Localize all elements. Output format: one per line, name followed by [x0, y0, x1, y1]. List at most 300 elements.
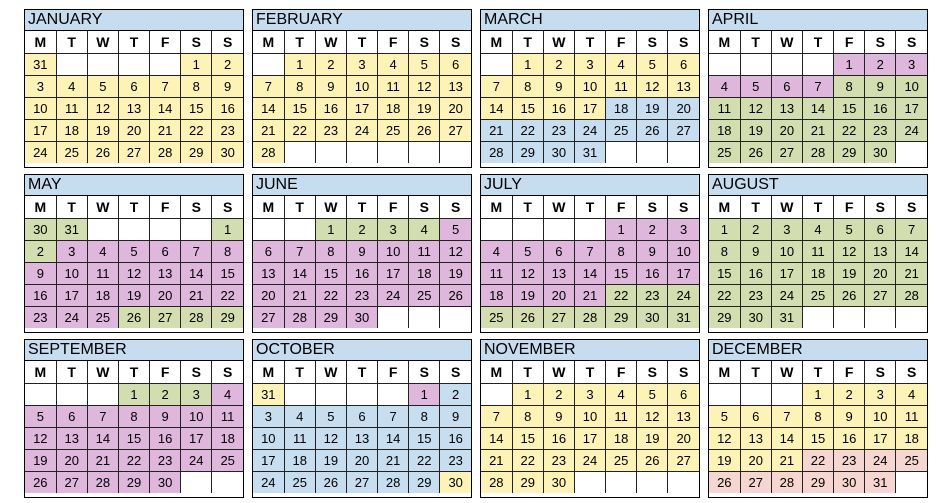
- day-cell: 20: [668, 98, 699, 120]
- day-cell: 25: [606, 120, 637, 142]
- day-cell: 18: [56, 120, 87, 142]
- day-cell: 13: [668, 406, 699, 428]
- empty-cell: [25, 384, 56, 406]
- day-cell: 16: [440, 428, 471, 450]
- month-grid: [709, 31, 927, 163]
- day-cell: 5: [315, 406, 346, 428]
- weekday-label: S: [865, 31, 896, 54]
- month-title: JUNE: [253, 175, 471, 196]
- day-cell: 31: [56, 219, 87, 241]
- week-row: [25, 241, 243, 263]
- day-cell: 17: [25, 120, 56, 142]
- month-title: FEBRUARY: [253, 10, 471, 31]
- day-cell: 20: [440, 98, 471, 120]
- day-cell: 23: [740, 285, 771, 307]
- empty-cell: [253, 54, 284, 76]
- week-row: [709, 450, 927, 472]
- day-cell: 15: [409, 428, 440, 450]
- day-cell: 25: [56, 142, 87, 164]
- day-cell: 3: [771, 219, 802, 241]
- day-cell: 6: [543, 241, 574, 263]
- day-cell: 9: [440, 406, 471, 428]
- empty-cell: [606, 142, 637, 164]
- weekday-label: S: [409, 31, 440, 54]
- day-cell: 4: [709, 76, 740, 98]
- day-cell: 21: [87, 450, 118, 472]
- week-row: [253, 98, 471, 120]
- weekday-label: S: [181, 361, 212, 384]
- empty-cell: [284, 142, 315, 164]
- empty-cell: [378, 142, 409, 164]
- day-cell: 17: [574, 428, 605, 450]
- month-title: APRIL: [709, 10, 927, 31]
- day-cell: 14: [253, 98, 284, 120]
- day-cell: 21: [284, 285, 315, 307]
- weekday-label: F: [150, 361, 181, 384]
- month-title: MARCH: [481, 10, 699, 31]
- day-cell: 13: [150, 263, 181, 285]
- day-cell: 7: [253, 76, 284, 98]
- weekday-label: S: [896, 361, 927, 384]
- day-cell: 26: [709, 472, 740, 494]
- day-cell: 19: [315, 450, 346, 472]
- day-cell: 12: [87, 98, 118, 120]
- empty-cell: [409, 307, 440, 329]
- day-cell: 26: [740, 142, 771, 164]
- weekday-label: S: [896, 31, 927, 54]
- day-cell: 13: [56, 428, 87, 450]
- weekday-label: F: [606, 196, 637, 219]
- week-row: [25, 450, 243, 472]
- day-cell: 28: [896, 285, 927, 307]
- day-cell: 8: [606, 241, 637, 263]
- day-cell: 23: [212, 120, 243, 142]
- day-cell: 13: [740, 428, 771, 450]
- day-cell: 6: [346, 406, 377, 428]
- day-cell: 17: [56, 285, 87, 307]
- weekday-label: W: [315, 31, 346, 54]
- day-cell: 15: [512, 98, 543, 120]
- day-cell: 26: [315, 472, 346, 494]
- day-cell: 15: [802, 428, 833, 450]
- day-cell: 18: [481, 285, 512, 307]
- weekday-header-row: [481, 361, 699, 384]
- month-december: [708, 339, 928, 498]
- empty-cell: [802, 307, 833, 329]
- day-cell: 4: [606, 384, 637, 406]
- day-cell: 22: [709, 285, 740, 307]
- day-cell: 25: [709, 142, 740, 164]
- day-cell: 17: [865, 428, 896, 450]
- day-cell: 31: [865, 472, 896, 494]
- day-cell: 15: [709, 263, 740, 285]
- day-cell: 24: [346, 120, 377, 142]
- day-cell: 26: [637, 450, 668, 472]
- empty-cell: [118, 219, 149, 241]
- day-cell: 3: [181, 384, 212, 406]
- day-cell: 9: [740, 241, 771, 263]
- day-cell: 16: [543, 428, 574, 450]
- weekday-label: T: [284, 361, 315, 384]
- empty-cell: [150, 54, 181, 76]
- day-cell: 23: [543, 120, 574, 142]
- weekday-label: T: [574, 196, 605, 219]
- day-cell: 27: [440, 120, 471, 142]
- weekday-label: S: [181, 196, 212, 219]
- day-cell: 22: [512, 450, 543, 472]
- empty-cell: [865, 307, 896, 329]
- empty-cell: [440, 307, 471, 329]
- week-row: [25, 428, 243, 450]
- month-july: [480, 174, 700, 333]
- weekday-header-row: [25, 31, 243, 54]
- day-cell: 3: [253, 406, 284, 428]
- day-cell: 14: [896, 241, 927, 263]
- day-cell: 3: [346, 54, 377, 76]
- day-cell: 23: [834, 450, 865, 472]
- empty-cell: [543, 219, 574, 241]
- day-cell: 2: [834, 384, 865, 406]
- weekday-label: T: [802, 31, 833, 54]
- day-cell: 21: [481, 120, 512, 142]
- day-cell: 7: [574, 241, 605, 263]
- day-cell: 5: [637, 384, 668, 406]
- day-cell: 1: [409, 384, 440, 406]
- weekday-label: W: [771, 31, 802, 54]
- day-cell: 22: [606, 285, 637, 307]
- day-cell: 1: [212, 219, 243, 241]
- week-row: [25, 76, 243, 98]
- empty-cell: [740, 54, 771, 76]
- day-cell: 7: [150, 76, 181, 98]
- day-cell: 22: [834, 120, 865, 142]
- day-cell: 7: [481, 406, 512, 428]
- week-row: [253, 285, 471, 307]
- empty-cell: [896, 307, 927, 329]
- week-row: [709, 54, 927, 76]
- day-cell: 5: [740, 76, 771, 98]
- day-cell: 2: [150, 384, 181, 406]
- weekday-label: M: [709, 31, 740, 54]
- weekday-label: W: [87, 31, 118, 54]
- weekday-label: S: [181, 31, 212, 54]
- month-title: JANUARY: [25, 10, 243, 31]
- day-cell: 10: [378, 241, 409, 263]
- day-cell: 1: [315, 219, 346, 241]
- day-cell: 27: [771, 142, 802, 164]
- day-cell: 22: [512, 120, 543, 142]
- weekday-label: W: [87, 196, 118, 219]
- weekday-label: T: [574, 361, 605, 384]
- empty-cell: [56, 384, 87, 406]
- day-cell: 5: [637, 54, 668, 76]
- weekday-label: M: [709, 196, 740, 219]
- empty-cell: [315, 384, 346, 406]
- weekday-label: T: [284, 31, 315, 54]
- month-april: [708, 9, 928, 168]
- day-cell: 10: [253, 428, 284, 450]
- day-cell: 8: [181, 76, 212, 98]
- day-cell: 5: [118, 241, 149, 263]
- day-cell: 9: [543, 406, 574, 428]
- day-cell: 28: [284, 307, 315, 329]
- weekday-label: S: [409, 196, 440, 219]
- day-cell: 7: [896, 219, 927, 241]
- day-cell: 6: [56, 406, 87, 428]
- month-title: AUGUST: [709, 175, 927, 196]
- day-cell: 23: [637, 285, 668, 307]
- day-cell: 12: [709, 428, 740, 450]
- day-cell: 9: [212, 76, 243, 98]
- week-row: [25, 219, 243, 241]
- month-grid: [709, 361, 927, 493]
- weekday-label: T: [802, 361, 833, 384]
- week-row: [25, 263, 243, 285]
- empty-cell: [709, 384, 740, 406]
- day-cell: 8: [834, 76, 865, 98]
- weekday-label: S: [668, 196, 699, 219]
- weekday-label: T: [56, 31, 87, 54]
- day-cell: 5: [409, 54, 440, 76]
- day-cell: 23: [346, 285, 377, 307]
- day-cell: 13: [668, 76, 699, 98]
- day-cell: 18: [896, 428, 927, 450]
- weekday-label: F: [834, 31, 865, 54]
- day-cell: 29: [834, 142, 865, 164]
- month-october: [252, 339, 472, 498]
- day-cell: 5: [87, 76, 118, 98]
- day-cell: 2: [740, 219, 771, 241]
- day-cell: 20: [543, 285, 574, 307]
- day-cell: 2: [346, 219, 377, 241]
- day-cell: 21: [150, 120, 181, 142]
- day-cell: 14: [481, 98, 512, 120]
- day-cell: 21: [574, 285, 605, 307]
- day-cell: 29: [118, 472, 149, 494]
- day-cell: 10: [56, 263, 87, 285]
- weekday-label: W: [315, 196, 346, 219]
- day-cell: 18: [87, 285, 118, 307]
- day-cell: 26: [440, 285, 471, 307]
- empty-cell: [771, 384, 802, 406]
- week-row: [253, 241, 471, 263]
- day-cell: 19: [637, 428, 668, 450]
- week-row: [25, 384, 243, 406]
- weekday-label: M: [253, 196, 284, 219]
- day-cell: 28: [574, 307, 605, 329]
- day-cell: 21: [253, 120, 284, 142]
- day-cell: 12: [637, 406, 668, 428]
- day-cell: 17: [771, 263, 802, 285]
- weekday-label: T: [118, 361, 149, 384]
- week-row: [481, 384, 699, 406]
- day-cell: 3: [865, 384, 896, 406]
- day-cell: 22: [284, 120, 315, 142]
- week-row: [25, 120, 243, 142]
- weekday-header-row: [25, 196, 243, 219]
- day-cell: 30: [865, 142, 896, 164]
- week-row: [481, 263, 699, 285]
- day-cell: 24: [181, 450, 212, 472]
- day-cell: 20: [346, 450, 377, 472]
- day-cell: 26: [512, 307, 543, 329]
- weekday-label: S: [440, 196, 471, 219]
- day-cell: 9: [543, 76, 574, 98]
- day-cell: 13: [253, 263, 284, 285]
- day-cell: 7: [181, 241, 212, 263]
- empty-cell: [409, 142, 440, 164]
- day-cell: 9: [150, 406, 181, 428]
- day-cell: 21: [771, 450, 802, 472]
- day-cell: 20: [865, 263, 896, 285]
- empty-cell: [440, 142, 471, 164]
- weekday-label: M: [253, 31, 284, 54]
- day-cell: 19: [512, 285, 543, 307]
- day-cell: 19: [409, 98, 440, 120]
- day-cell: 1: [802, 384, 833, 406]
- month-grid: [481, 361, 699, 493]
- day-cell: 17: [896, 98, 927, 120]
- week-row: [709, 472, 927, 494]
- day-cell: 8: [409, 406, 440, 428]
- empty-cell: [284, 384, 315, 406]
- month-title: JULY: [481, 175, 699, 196]
- empty-cell: [896, 142, 927, 164]
- day-cell: 15: [512, 428, 543, 450]
- day-cell: 19: [440, 263, 471, 285]
- weekday-label: M: [709, 361, 740, 384]
- day-cell: 28: [181, 307, 212, 329]
- month-grid: [709, 196, 927, 328]
- day-cell: 27: [668, 120, 699, 142]
- day-cell: 20: [253, 285, 284, 307]
- weekday-label: M: [481, 196, 512, 219]
- day-cell: 12: [118, 263, 149, 285]
- day-cell: 31: [668, 307, 699, 329]
- weekday-label: S: [865, 196, 896, 219]
- day-cell: 9: [865, 76, 896, 98]
- weekday-label: F: [606, 31, 637, 54]
- day-cell: 12: [440, 241, 471, 263]
- day-cell: 30: [150, 472, 181, 494]
- day-cell: 6: [150, 241, 181, 263]
- day-cell: 15: [315, 263, 346, 285]
- day-cell: 28: [802, 142, 833, 164]
- weekday-label: T: [512, 196, 543, 219]
- week-row: [25, 142, 243, 164]
- week-row: [253, 307, 471, 329]
- week-row: [253, 76, 471, 98]
- weekday-header-row: [481, 196, 699, 219]
- day-cell: 13: [440, 76, 471, 98]
- weekday-header-row: [481, 31, 699, 54]
- day-cell: 24: [25, 142, 56, 164]
- day-cell: 24: [771, 285, 802, 307]
- day-cell: 2: [212, 54, 243, 76]
- day-cell: 5: [709, 406, 740, 428]
- day-cell: 17: [253, 450, 284, 472]
- day-cell: 14: [284, 263, 315, 285]
- day-cell: 13: [118, 98, 149, 120]
- month-may: [24, 174, 244, 333]
- day-cell: 24: [56, 307, 87, 329]
- day-cell: 6: [118, 76, 149, 98]
- day-cell: 11: [378, 76, 409, 98]
- day-cell: 11: [56, 98, 87, 120]
- day-cell: 11: [481, 263, 512, 285]
- day-cell: 10: [668, 241, 699, 263]
- weekday-label: S: [637, 196, 668, 219]
- day-cell: 12: [25, 428, 56, 450]
- day-cell: 20: [668, 428, 699, 450]
- empty-cell: [87, 54, 118, 76]
- day-cell: 14: [150, 98, 181, 120]
- day-cell: 8: [284, 76, 315, 98]
- day-cell: 30: [543, 142, 574, 164]
- week-row: [253, 406, 471, 428]
- weekday-label: T: [512, 31, 543, 54]
- day-cell: 9: [315, 76, 346, 98]
- week-row: [709, 219, 927, 241]
- week-row: [481, 98, 699, 120]
- day-cell: 11: [896, 406, 927, 428]
- day-cell: 16: [543, 98, 574, 120]
- day-cell: 6: [740, 406, 771, 428]
- empty-cell: [87, 384, 118, 406]
- day-cell: 13: [543, 263, 574, 285]
- day-cell: 29: [409, 472, 440, 494]
- empty-cell: [637, 472, 668, 494]
- day-cell: 8: [802, 406, 833, 428]
- day-cell: 10: [771, 241, 802, 263]
- day-cell: 24: [865, 450, 896, 472]
- weekday-header-row: [709, 31, 927, 54]
- week-row: [709, 142, 927, 164]
- weekday-label: M: [25, 31, 56, 54]
- day-cell: 13: [771, 98, 802, 120]
- empty-cell: [346, 142, 377, 164]
- empty-cell: [574, 219, 605, 241]
- day-cell: 15: [181, 98, 212, 120]
- day-cell: 25: [481, 307, 512, 329]
- day-cell: 19: [709, 450, 740, 472]
- day-cell: 2: [315, 54, 346, 76]
- weekday-label: S: [668, 361, 699, 384]
- day-cell: 21: [378, 450, 409, 472]
- week-row: [709, 406, 927, 428]
- day-cell: 24: [378, 285, 409, 307]
- weekday-header-row: [253, 361, 471, 384]
- week-row: [253, 384, 471, 406]
- week-row: [481, 472, 699, 494]
- day-cell: 3: [668, 219, 699, 241]
- day-cell: 16: [740, 263, 771, 285]
- day-cell: 27: [865, 285, 896, 307]
- week-row: [709, 307, 927, 329]
- empty-cell: [181, 219, 212, 241]
- day-cell: 29: [802, 472, 833, 494]
- day-cell: 5: [440, 219, 471, 241]
- day-cell: 10: [865, 406, 896, 428]
- day-cell: 29: [512, 142, 543, 164]
- day-cell: 27: [56, 472, 87, 494]
- month-title: DECEMBER: [709, 340, 927, 361]
- day-cell: 19: [87, 120, 118, 142]
- weekday-label: F: [606, 361, 637, 384]
- day-cell: 11: [87, 263, 118, 285]
- day-cell: 30: [346, 307, 377, 329]
- day-cell: 11: [802, 241, 833, 263]
